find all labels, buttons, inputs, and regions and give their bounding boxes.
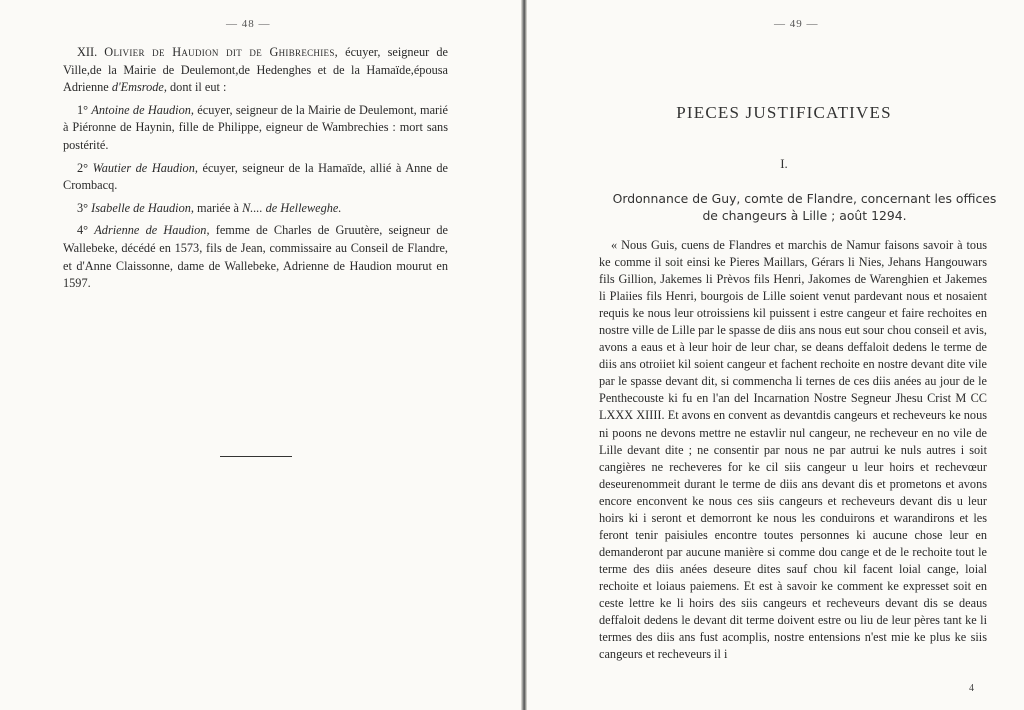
child-text: femme de Charles de Gruutère, seigneur de Wallebeke, décédé en 1573, fils de Jean, commissaire au Conseil de Flandre, et d'Anne Claissonne, dame de Wallebeke, Adrienne de Haudion mourut en 1597. xyxy=(63,223,449,291)
section-heading: PIECES JUSTIFICATIVES xyxy=(676,103,892,122)
paragraph-text: écuyer, seigneur de Ville,de la Mairie de Deulemont,de Hedenghes et de la Hamaïde,épousa Adrienne xyxy=(63,45,448,95)
genealogy-text xyxy=(63,44,448,298)
right-page-number: — 49 — xyxy=(774,18,819,30)
paragraph-xii xyxy=(63,44,448,97)
child-name: Isabelle de Haudion, xyxy=(91,200,194,215)
spouse-name: d'Emsrode, xyxy=(111,80,167,95)
child-number: 2° xyxy=(77,160,93,175)
child-name: Antoine de Haudion, xyxy=(91,102,194,117)
child-4 xyxy=(63,222,448,292)
child-2 xyxy=(63,160,448,195)
spouse-name: N.... de Helleweghe. xyxy=(242,200,342,215)
section-number: XII. xyxy=(77,45,98,59)
child-text: écuyer, seigneur de la Mairie de Deulemont, marié à Piéronne de Haynin, fille de Philippe, eigneur de Wambrechies : mort sans postérité. xyxy=(63,102,449,152)
charter-text xyxy=(599,237,987,663)
person-name: Olivier de Haudion dit de Ghibrechies, xyxy=(104,45,338,59)
section-divider xyxy=(220,456,292,457)
child-number: 4° xyxy=(77,223,95,238)
document-title: Ordonnance de Guy, comte de Flandre, concernant les offices de changeurs à Lille ; août 1294. xyxy=(612,191,997,223)
child-name: Adrienne de Haudion, xyxy=(94,223,210,238)
child-number: 1° xyxy=(77,102,92,117)
paragraph-text: dont il eut : xyxy=(166,80,227,95)
child-text: écuyer, seigneur de la Hamaïde, allié à Anne de Crombacq. xyxy=(63,160,449,193)
child-number: 3° xyxy=(77,200,92,215)
child-3 xyxy=(63,200,448,218)
child-text: mariée à xyxy=(193,200,243,215)
signature-mark: 4 xyxy=(969,683,974,694)
charter-paragraph: « Nous Guis, cuens de Flandres et marchis de Namur faisons savoir à tous ke comme il soit einsi ke Pieres Maillars, Gérars li Nies, Jehans Hangouwars fils Gillion, Jakemes li Prèvos fils Henri, Jakomes de Warenghien et Jakemes li Plaiies fils Henri, bourgois de Lille soient venut pardevant nous et nosaient requis ke nous leur otroissiens kil puissent i estre cangeur et faire rechoites en nostre ville de Lille par le spasse de diis ans nous eut sour chou conseil et avis, avons a eaus et à leur hoir de leur char, se deans deffaloit dedens le terme de diis ans otroiiet kil soient cangeur et fachent rechoite en nostre devant dite vile par le spasse devant dit, si commencha li ternes de ces diis anées au jour de le Penthecouste ki fu en l'an del Incarnation Nostre Segneur Jhesu Crist M CC LXXX XIIII. Et avons en convent as devantdis cangeurs et recheveurs ke nous ni poons ne devons mettre ne estavlir nul cangeur, ne recheveur en no vile de Lille devant dite ; ne consentir par nous ne par autrui ke nuls autres i soit cangières ne recheveres for ke cil siis cangeur u leur hoirs et rechevœur deseurenommeit durant le terme de diis ans devant dis et prometons et avons encore enconvent ke nous ces siis cangeurs et recheveurs devant dis u leur hoirs ki i seront et demorront ke nous les conduirons et warandirons et les feront tenir paisiules encontre toutes personnes ki aucune chose leur en demanderont par aucune manière si comme dou cange et de le rechoite tout le terme des diis anées deseure dites sauf chou kil facent loial cange, loial rechoite et loiaus paiemens. Et est à savoir ke comment ke expresset soit en ceste lettre ke li hoirs des siis cangeurs et recheveurs devant dis se deaus deffaloit dedens le devant dit terme doivent estre ou liu de leur pères tant ke li termes des diis ans fust acomplis, nostre entensions n'est mie ke plus ke siis cangeurs et recheveurs il i xyxy=(599,238,987,662)
child-1 xyxy=(63,102,448,155)
left-page-number: — 48 — xyxy=(226,18,271,30)
child-name: Wautier de Haudion, xyxy=(92,160,198,175)
document-number: I. xyxy=(780,156,788,171)
